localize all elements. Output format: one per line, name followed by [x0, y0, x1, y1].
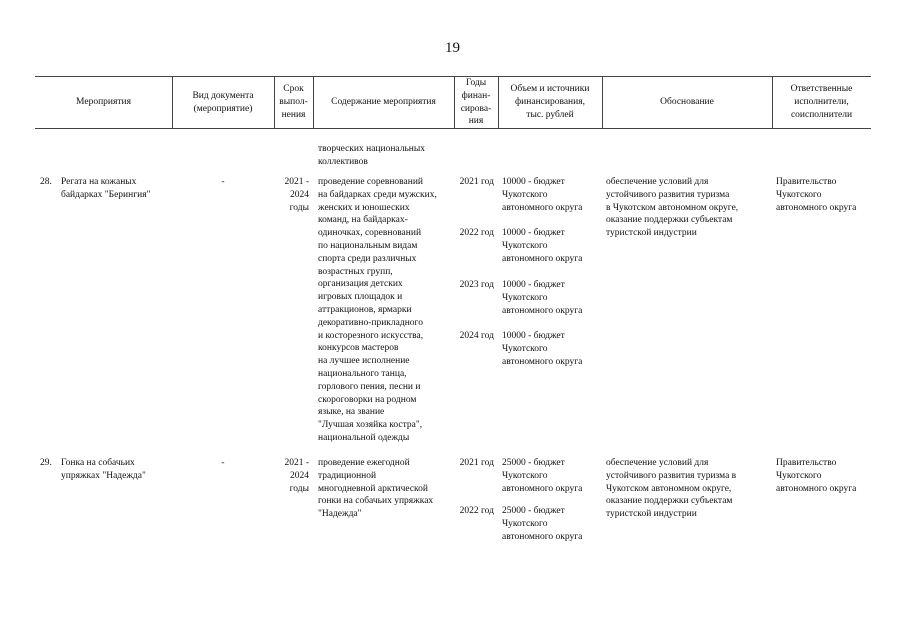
- row-justification: обеспечение условий для устойчивого развития туризма в Чукотском автономном округе, оказание поддержки субъектам туристской индустрии: [606, 177, 739, 239]
- row-doc-type: -: [221, 458, 225, 468]
- funding-year: 2024 год: [459, 331, 494, 341]
- funding-year: 2021 год: [459, 177, 494, 187]
- header-justification: Обоснование: [660, 97, 714, 107]
- page-number: 19: [445, 40, 460, 56]
- funding-amount: 10000 - бюджет Чукотского автономного округа: [502, 331, 583, 367]
- row-term: 2021 - 2024 годы: [284, 458, 309, 494]
- header-funding: Объем и источники финансирования, тыс. рублей: [510, 84, 590, 120]
- row-justification: обеспечение условий для устойчивого развития туризма в Чукотском автономном округе, оказание поддержки субъектам туристской индустрии: [606, 458, 737, 520]
- funding-year: 2022 год: [459, 228, 494, 238]
- row-number: 29.: [40, 458, 52, 468]
- row-event: Регата на кожаных байдарках "Берингия": [61, 177, 151, 200]
- row-executors: Правительство Чукотского автономного округа: [776, 458, 857, 494]
- header-years: Годы финан- сирова- ния: [460, 78, 492, 127]
- header-term: Срок выпол- нения: [279, 84, 308, 120]
- row-doc-type: -: [221, 177, 225, 187]
- funding-amount: 10000 - бюджет Чукотского автономного округа: [502, 228, 583, 264]
- funding-amount: 25000 - бюджет Чукотского автономного округа: [502, 506, 583, 542]
- header-executors: Ответственные исполнители, соисполнители: [790, 84, 853, 120]
- row-content: проведение соревнований на байдарках среди мужских, женских и юношеских команд, на байдарках- одиночках, соревнований по национальным видам спорта среди различных возрастных групп, организация детских игровых площадок и аттракционов, ярмарки декоративно-прикладного и косторезного искусства, конкурсов мастеров на лучшее исполнение национального танца, горлового пения, песни и скороговорки на родном языке, на звание "Лучшая хозяйка костра", национальной одежды: [318, 177, 437, 443]
- funding-amount: 10000 - бюджет Чукотского автономного округа: [502, 177, 583, 213]
- row-event: Гонка на собачьих упряжках "Надежда": [61, 458, 146, 481]
- funding-amount: 25000 - бюджет Чукотского автономного округа: [502, 458, 583, 494]
- table-top-border: [35, 76, 871, 77]
- funding-year: 2021 год: [459, 458, 494, 468]
- header-event: Мероприятия: [76, 97, 131, 107]
- row-number: 28.: [40, 177, 52, 187]
- continuation-text: творческих национальных коллективов: [318, 144, 426, 167]
- row-term: 2021 - 2024 годы: [284, 177, 309, 213]
- row-content: проведение ежегодной традиционной многодневной арктической гонки на собачьих упряжках "Надежда": [318, 458, 434, 520]
- table-header-border: [35, 128, 871, 129]
- header-doc-type: Вид документа (мероприятие): [192, 91, 254, 114]
- row-executors: Правительство Чукотского автономного округа: [776, 177, 857, 213]
- funding-year: 2022 год: [459, 506, 494, 516]
- header-content: Содержание мероприятия: [331, 97, 436, 107]
- funding-amount: 10000 - бюджет Чукотского автономного округа: [502, 280, 583, 316]
- funding-year: 2023 год: [459, 280, 494, 290]
